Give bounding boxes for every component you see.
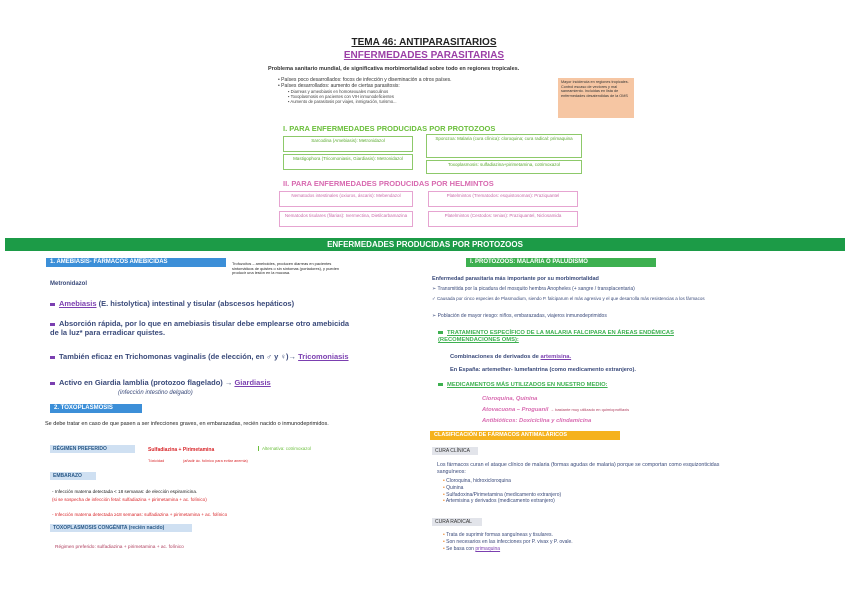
intro-sub-bullet: ▪ Toxoplasmosis en pacientes con VIH inmunodeficientes [288, 94, 394, 100]
cura-clinica-list [443, 478, 723, 505]
cura-clinica-text: Los fármacos curan el ataque clínico de malaria (formas agudas de malaria) porque se comportan como esquizonticidas sanguíneos: [437, 462, 720, 475]
toxo-regimen-value: Sulfadiazina + Pirimetamina [148, 447, 215, 453]
cura-radical-list [443, 532, 723, 553]
bullet-icon [50, 323, 55, 326]
malaria-medicamento-1: Cloroquina, Quinina [482, 396, 538, 402]
protozoos-box-toxoplasmosis: Toxoplasmosis: sulfadiazina+pirimetamina, cotrimoxazol [426, 160, 582, 174]
protozoos-box-mastigophora: Mastigophora (Tricomoniasis, Giardiasis): Metronidazol [283, 154, 413, 170]
toxo-embarazo-line-2: (si se sospecha de infección fetal: sulfadiazina + pirimetamina + ac. folínico) [52, 497, 207, 502]
intro-sub-bullet: ▪ Diarreas y ameobiasis en homosexuales masculinos [288, 89, 389, 95]
protozoos-box-sporozoa: Sporozoa: Malaria (cura clínica): cloroquina; cura radical: primaquina [426, 134, 582, 158]
malaria-lead: Enfermedad parasitaria más importante por su morbimortalidad [432, 276, 599, 282]
helmintos-heading: II. PARA ENFERMEDADES PRODUCIDAS POR HELMINTOS [283, 179, 494, 188]
toxo-embarazo-line-3: - Infección materna detectada ≥18 semanas: sulfadiazina + pirimetamina + ac. folínico [52, 512, 228, 517]
malaria-tratamiento-1: Combinaciones de derivados de artemisina. [450, 354, 572, 360]
malaria-line-3: ➢ Población de mayor riesgo: niños, embarazadas, viajeros inmunodeprimidos [432, 313, 607, 319]
protozoos-banner: ENFERMEDADES PRODUCIDAS POR PROTOZOOS [5, 238, 845, 251]
amebiasis-note: Trofozoítos – ameboides, producen diarreas en pacientes sintomáticos de quistes o sin síntomas (portadores), y pueden producir una lesión en la mucosa. [232, 261, 340, 276]
toxo-intro: Se debe tratar en caso de que pasen a ser infecciones graves, en embarazadas, recién nacido o inmunodeprimidos. [45, 421, 329, 427]
list-item: • Cloroquina, hidroxicloroquina [443, 478, 511, 484]
intro-bullets [278, 77, 558, 104]
amebiasis-heading: 1. AMEBIASIS- FÁRMACOS AMEBICIDAS [46, 258, 226, 267]
amebiasis-item-1: Amebiasis (E. histolytica) intestinal y tisular (abscesos hepáticos) [50, 299, 380, 308]
list-item: • Artemisina y derivados (medicamento extranjero) [443, 498, 555, 505]
toxo-embarazo-line-1: - Infección materna detectada < 18 semanas: de elección espiramicina. [52, 489, 198, 494]
intro-sub-bullet: ▪ Aumento de parasitosis por viajes, inmigración, turismo... [288, 99, 397, 105]
page-subtitle: ENFERMEDADES PARASITARIAS [343, 50, 505, 61]
helmintos-box-nematodos-tisulares: Nematodos tisulares (filarias): Ivermectina, Dietilcarbamazina [279, 211, 413, 227]
cura-clinica-label: CURA CLÍNICA [432, 447, 478, 455]
list-item: • Se basa con primaquina [443, 546, 501, 552]
toxo-heading: 2. TOXOPLASMOSIS [50, 404, 142, 413]
bullet-icon [50, 356, 55, 359]
bullet-icon [50, 382, 55, 385]
amebiasis-drug: Metronidazol [50, 281, 87, 287]
helmintos-box-trematodos: Platelmintos (Trematodos: esquistosomas): Praziquantel [428, 191, 578, 207]
toxo-regimen-note-b: (añadir ác. folínico para evitar anemia) [183, 459, 248, 463]
helmintos-box-cestodos: Platelmintos (Cestodos: tenias): Praziquantel, Niclosamida [428, 211, 578, 227]
malaria-line-1: ➢ Transmitida por la picadura del mosquito hembra Anopheles (+ sangre / transplacentaria) [432, 286, 635, 292]
toxo-embarazo-label: EMBARAZO [50, 472, 96, 480]
bullet-icon [438, 383, 443, 386]
toxo-regimen-note-a: Tóxicidad [148, 459, 165, 463]
malaria-tratamiento-2: En España: artemether- lumefantrina (como medicamento extranjero). [450, 367, 636, 373]
amebiasis-item-3: También eficaz en Trichomonas vaginalis (de elección, en ♂ y ♀)→ Tricomoniasis [50, 352, 380, 361]
toxo-congenita-value: Régimen preferido: sulfadiazina + pirimetamina + ac. folínico [55, 545, 184, 550]
list-item: • Sulfadoxina/Pirimetamina (medicamento extranjero) [443, 491, 562, 498]
bullet-icon [438, 331, 443, 334]
malaria-medicamentos-heading: MEDICAMENTOS MÁS UTILIZADOS EN NUESTRO MEDIO: [438, 382, 608, 388]
malaria-medicamento-2: Atovacuona – Proguanil → bastante muy utilizado en quimioprofilaxis [482, 407, 630, 413]
clasificacion-heading: CLASIFICACIÓN DE FÁRMACOS ANTIMALÁRICOS [430, 431, 620, 440]
helmintos-box-nematodos-intestinales: Nematodos intestinales (oxiuros, áscaris): Mebendazol [279, 191, 413, 207]
toxo-congenita-label: TOXOPLASMOSIS CONGÉNITA (recién nacido) [50, 524, 192, 532]
protozoos-box-sarcodina: Sarcodina (Amebiasis): Metronidazol [283, 136, 413, 152]
protozoos-heading: I. PARA ENFERMEDADES PRODUCIDAS POR PROTOZOOS [283, 124, 496, 133]
malaria-medicamento-3: Antibióticos: Doxiciclina y clindamicina [482, 418, 592, 424]
toxo-regimen-label: RÉGIMEN PREFERIDO [50, 445, 135, 453]
amebiasis-item-4: Activo en Giardia lamblia (protozoo flagelado) → Giardiasis [50, 378, 380, 387]
toxo-regimen-alt: Alternativa: cotrimoxazol [258, 446, 311, 451]
intro-lead: Problema sanitario mundial, de significativa morbimortalidad sobre todo en regiones tropicales. [268, 66, 520, 72]
malaria-heading: I. PROTOZOOS: MALARIA O PALUDISMO [466, 258, 656, 267]
page-title: TEMA 46: ANTIPARASITARIOS [351, 37, 497, 48]
intro-bullet: • Países desarrollados: aumento de ciertas parasitosis: [278, 83, 400, 90]
malaria-line-2: ✓ Causada por cinco especies de Plasmodium, siendo P. falciparum el más agresivo y el que desarrolla más resistencias a los fármacos [432, 296, 705, 301]
list-item: • Son necesarios en las infecciones por P. vivax y P. ovale. [443, 539, 573, 545]
amebiasis-item-2: Absorción rápida, por lo que en amebiasis tisular debe emplearse otro amebicida de la luz* para erradicar quistes. [50, 319, 350, 337]
intro-bullet: • Países poco desarrollados: focos de infección y diseminación a otros países. [278, 77, 452, 83]
amebiasis-item-4-sub: (infección intestino delgado) [118, 390, 193, 396]
cura-radical-label: CURA RADICAL [432, 518, 482, 526]
bullet-icon [50, 303, 55, 306]
list-item: • Quinina [443, 484, 464, 491]
intro-note-box: Mayor incidencia en regiones tropicales. Control escaso de vectores y mal saneamiento. Incluidas en lista de enfermedades desatendidas de la OMS [558, 78, 634, 118]
list-item: • Trata de suprimir formas sanguíneas y tisulares. [443, 532, 553, 538]
malaria-tratamiento-heading: TRATAMIENTO ESPECÍFICO DE LA MALARIA FALCIPARA EN ÁREAS ENDÉMICAS (RECOMENDACIONES OMS): [438, 330, 674, 343]
